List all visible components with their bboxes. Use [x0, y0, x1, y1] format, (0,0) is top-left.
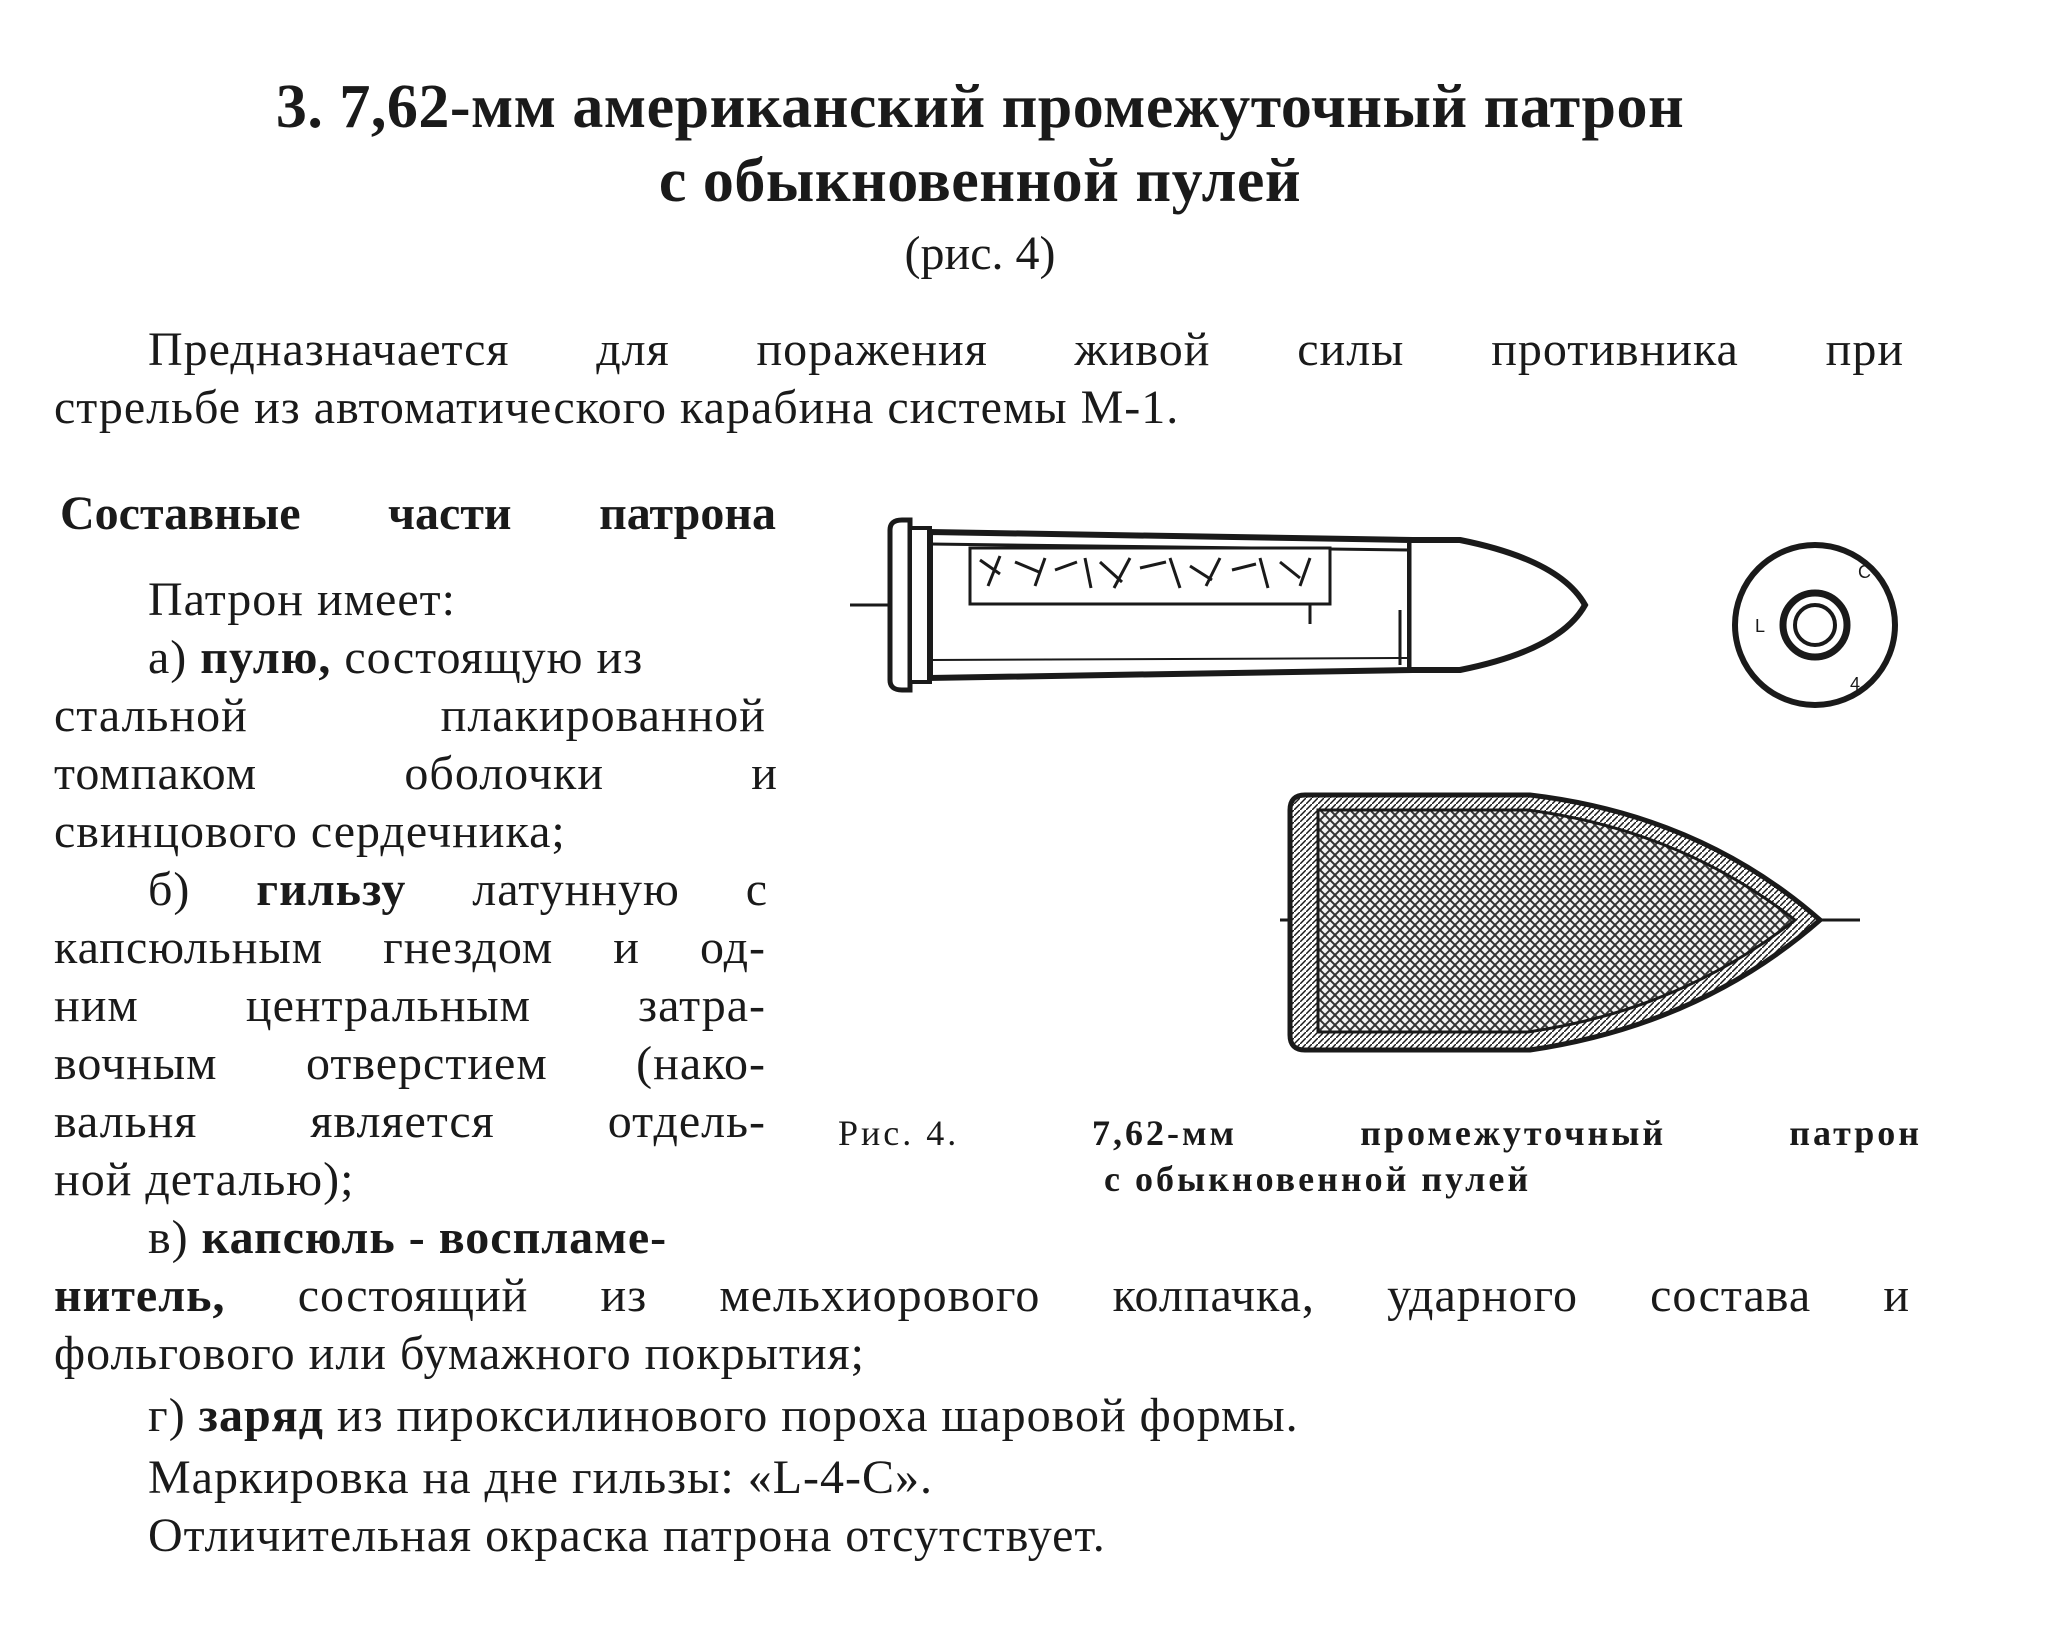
headstamp-digit-4: 4: [1850, 674, 1861, 694]
item-v-term-part1: капсюль - воспламе-: [201, 1211, 668, 1264]
figure-caption-line2: с обыкновенной пулей: [1104, 1159, 1532, 1199]
item-v-term-part2: нитель,: [54, 1269, 226, 1322]
item-b-term: гильзу: [256, 863, 407, 916]
item-b-line2: капсюльным гнездом и од-: [54, 921, 766, 974]
section-title-line1: 3. 7,62-мм американский промежуточный патрон: [275, 73, 1685, 141]
color-note-line: Отличительная окраска патрона отсутствует.: [148, 1509, 1106, 1562]
item-v-line3: фольгового или бумажного покрытия;: [54, 1327, 865, 1380]
item-b-line1: б) гильзу латунную с: [148, 863, 769, 916]
bullet-section-illustration: [1270, 780, 1870, 1060]
intro-line-2: стрельбе из автоматического карабина системы М-1.: [54, 381, 1180, 434]
item-b-line6: ной деталью);: [54, 1153, 355, 1206]
components-lead: Патрон имеет:: [148, 573, 456, 626]
item-v-line2: нитель, состоящий из мельхиорового колпачка, ударного состава и: [54, 1269, 1911, 1322]
item-g-line: г) заряд из пироксилинового пороха шаровой формы.: [148, 1389, 1299, 1442]
item-v-line1: в) капсюль - воспламе-: [148, 1211, 668, 1264]
figure-caption-line1: 7,62-мм промежуточный патрон: [1092, 1113, 1922, 1153]
section-title-line2: с обыкновенной пулей: [658, 147, 1302, 215]
item-a-line4: свинцового сердечника;: [54, 805, 566, 858]
item-a-line2: стальной плакированной: [54, 689, 766, 742]
intro-line-1: Предназначается для поражения живой силы противника при: [148, 323, 1904, 376]
headstamp-letter-l: L: [1755, 616, 1766, 636]
figure-reference: (рис. 4): [904, 227, 1056, 280]
cartridge-headstamp-illustration: [1730, 540, 1900, 710]
item-a-line1: а) пулю, состоящую из: [148, 631, 644, 684]
item-g-term: заряд: [198, 1389, 324, 1442]
cartridge-side-view-illustration: [840, 500, 1600, 720]
components-subheading: Составные части патрона: [60, 487, 776, 540]
marking-line: Маркировка на дне гильзы: «L-4-C».: [148, 1451, 934, 1504]
item-b-line4: вочным отверстием (нако-: [54, 1037, 766, 1090]
headstamp-letter-c: C: [1858, 562, 1871, 582]
item-a-line3: томпаком оболочки и: [54, 747, 778, 800]
item-b-line5: вальня является отдель-: [54, 1095, 766, 1148]
item-b-line3: ним центральным затра-: [54, 979, 766, 1032]
item-a-term: пулю,: [200, 631, 332, 684]
figure-caption-prefix: Рис. 4.: [838, 1113, 960, 1153]
